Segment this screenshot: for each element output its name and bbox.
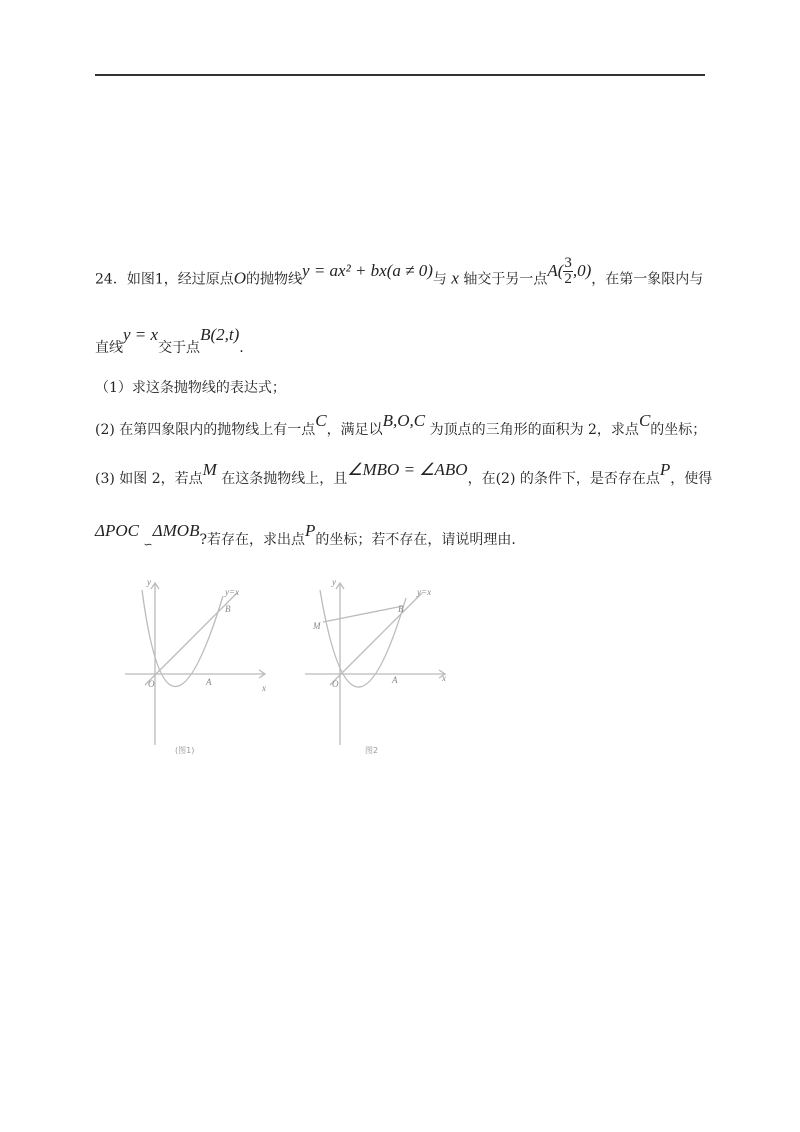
math-O: O	[233, 268, 247, 288]
label-x: x	[442, 673, 446, 683]
math-MOB: ΔMOB	[152, 521, 200, 540]
frac-den: 2	[564, 271, 572, 287]
segment-MB	[323, 606, 403, 622]
figure-2	[295, 575, 455, 760]
text: ，满足以	[326, 422, 383, 438]
text: （1）求这条抛物线的表达式；	[95, 380, 286, 396]
figure-1-caption: (图1)	[175, 746, 195, 755]
line-y-eq-x	[330, 593, 422, 685]
math-angle-eq: ∠MBO = ∠ABO	[347, 460, 468, 479]
part-3-cont	[95, 521, 516, 551]
text: 的坐标；	[650, 422, 707, 438]
label-B: B	[225, 604, 231, 614]
label-y: y	[147, 577, 151, 587]
text: (2) 在第四象限内的抛物线上有一点	[95, 422, 316, 438]
part-1	[95, 379, 286, 397]
question-line-2	[95, 325, 244, 357]
math-line: y = x	[123, 325, 159, 344]
text: 在这条抛物线上，且	[221, 471, 348, 487]
math-P: P	[304, 521, 316, 540]
parabola	[320, 590, 406, 687]
label-A: A	[206, 677, 212, 687]
text: 如图1，经过原点	[126, 271, 234, 288]
part-2	[95, 411, 707, 439]
part-3	[95, 460, 713, 488]
text: ，在第一象限内与	[591, 271, 704, 288]
parabola	[142, 590, 223, 687]
text: 的抛物线	[246, 271, 303, 288]
header-rule	[95, 74, 705, 76]
similar-symbol: ∽	[143, 538, 153, 551]
label-A: A	[392, 675, 398, 685]
math-x: x	[451, 268, 459, 288]
line-y-eq-x	[145, 593, 237, 685]
text: 为顶点的三角形的面积为 2，求点	[429, 422, 639, 438]
figure-2-caption: 图2	[365, 746, 379, 755]
label-line: y=x	[417, 587, 432, 597]
text: 的坐标；若不存在，请说明理由.	[315, 532, 516, 548]
text: 直线	[95, 340, 123, 356]
text: ?若存在，求出点	[199, 532, 305, 548]
math-A: A(	[547, 260, 564, 280]
text: ，使得	[670, 471, 713, 487]
math-parabola: y = ax² + bx(a ≠ 0)	[302, 260, 433, 280]
label-y: y	[332, 577, 336, 587]
label-O: O	[148, 679, 155, 689]
label-O: O	[332, 679, 339, 689]
text: (3) 如图 2，若点	[95, 471, 203, 487]
math-BOC: B,O,C	[382, 411, 426, 430]
math-B: B(2,t)	[200, 325, 240, 344]
math-P: P	[659, 460, 671, 479]
math-C: C	[638, 411, 651, 430]
question-number: 24．	[95, 271, 127, 288]
math-C: C	[315, 411, 327, 430]
text: ，在(2) 的条件下，是否存在点	[467, 471, 660, 487]
text: 轴交于另一点	[463, 271, 548, 288]
math-A-tail: ,0)	[572, 260, 592, 280]
text: .	[239, 340, 244, 356]
label-line: y=x	[225, 587, 240, 597]
math-POC: ΔPOC	[95, 521, 139, 540]
label-M: M	[313, 621, 321, 631]
label-B: B	[398, 604, 404, 614]
fraction	[563, 256, 573, 287]
text: 与	[432, 271, 447, 288]
question-line-1	[95, 255, 704, 295]
math-M: M	[202, 460, 217, 479]
text: 交于点	[158, 340, 201, 356]
label-x: x	[262, 683, 266, 693]
frac-num: 3	[564, 255, 572, 271]
figure-1	[115, 575, 275, 760]
